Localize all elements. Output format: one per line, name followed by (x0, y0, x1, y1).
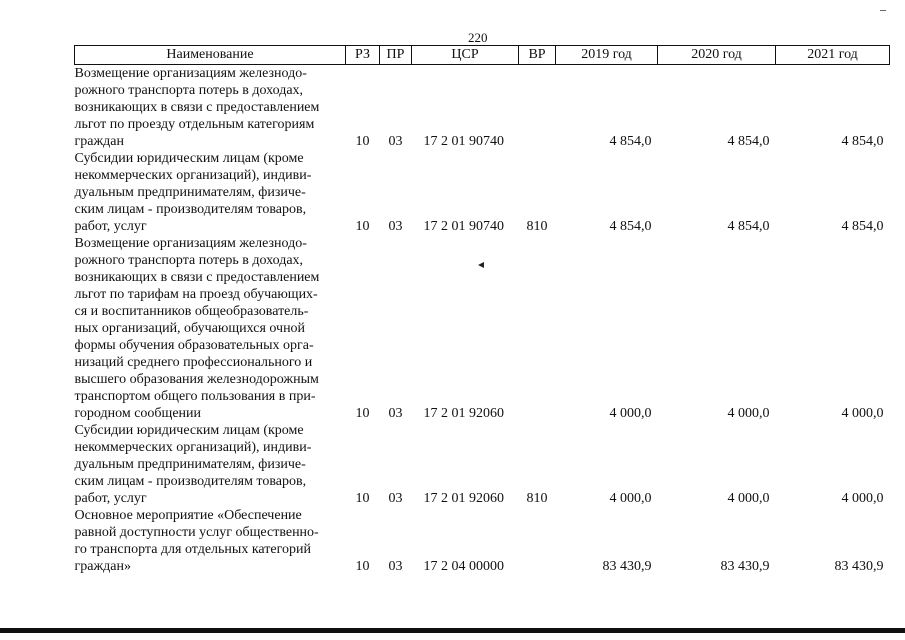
row-name-line: Субсидии юридическим лицам (кроме (74, 151, 304, 166)
row-csr: 17 2 04 00000 (423, 559, 504, 574)
row-pr: 03 (388, 491, 403, 506)
row-name (75, 65, 346, 151)
header-name: Наименование (75, 46, 346, 65)
row-2020: 4 854,0 (727, 134, 770, 149)
row-name-line: рожного транспорта потерь в доходах, (74, 253, 304, 268)
row-name (75, 150, 346, 235)
header-rz: РЗ (346, 46, 380, 65)
row-name-line: транспортом общего пользования в при- (74, 389, 316, 404)
row-pr: 03 (388, 559, 403, 574)
row-csr: 17 2 01 90740 (423, 219, 504, 234)
row-name (75, 235, 346, 422)
row-2019: 4 000,0 (609, 406, 652, 421)
row-name-line: граждан» (74, 559, 131, 574)
row-name-line: льгот по проезду отдельным категориям (74, 117, 315, 132)
row-name-line: дуальным предпринимателям, физиче- (74, 457, 306, 472)
row-rz: 10 (355, 559, 370, 574)
row-name-line: городном сообщении (74, 406, 202, 421)
row-name (75, 422, 346, 507)
row-name-line: формы обучения образовательных орга- (74, 338, 314, 353)
header-2019: 2019 год (556, 46, 658, 65)
row-name-line: возникающих в связи с предоставлением (74, 100, 320, 115)
row-name-line: ским лицам - производителям товаров, (74, 474, 307, 489)
row-vr: 810 (526, 219, 548, 234)
table-row (75, 150, 890, 235)
row-pr: 03 (388, 406, 403, 421)
row-name-line: высшего образования железнодорожным (74, 372, 319, 387)
row-name-line: равной доступности услуг общественно- (74, 525, 319, 540)
row-name-line: го транспорта для отдельных категорий (74, 542, 311, 557)
row-2020: 4 000,0 (727, 491, 770, 506)
row-rz: 10 (355, 406, 370, 421)
row-2020: 83 430,9 (720, 559, 770, 574)
scan-mark (880, 10, 886, 11)
row-2020: 4 000,0 (727, 406, 770, 421)
row-vr: 810 (526, 491, 548, 506)
table-row (75, 507, 890, 575)
row-2019: 4 854,0 (609, 134, 652, 149)
row-name-line: Основное мероприятие «Обеспечение (74, 508, 302, 523)
row-vr (519, 507, 556, 575)
row-2021: 4 854,0 (841, 134, 884, 149)
row-name-line: возникающих в связи с предоставлением (74, 270, 320, 285)
row-rz: 10 (355, 219, 370, 234)
table-row (75, 422, 890, 507)
header-pr: ПР (380, 46, 412, 65)
row-rz: 10 (355, 134, 370, 149)
row-name-line: некоммерческих организаций), индиви- (74, 168, 312, 183)
row-name-line: низаций среднего профессионального и (74, 355, 313, 370)
row-2021: 4 000,0 (841, 406, 884, 421)
row-vr (519, 65, 556, 151)
table-body (75, 65, 890, 576)
row-2019: 83 430,9 (602, 559, 652, 574)
scan-mark-arrow (478, 262, 484, 268)
header-2020: 2020 год (658, 46, 776, 65)
row-pr: 03 (388, 134, 403, 149)
page-number: 220 (468, 30, 488, 45)
header-csr: ЦСР (412, 46, 519, 65)
row-2020: 4 854,0 (727, 219, 770, 234)
row-name-line: граждан (74, 134, 124, 149)
row-name-line: льгот по тарифам на проезд обучающих- (74, 287, 318, 302)
row-vr (519, 235, 556, 422)
row-name-line: рожного транспорта потерь в доходах, (74, 83, 304, 98)
row-name-line: Возмещение организациям железнодо- (74, 66, 307, 81)
row-csr: 17 2 01 92060 (423, 406, 504, 421)
row-2019: 4 854,0 (609, 219, 652, 234)
header-2021: 2021 год (776, 46, 890, 65)
budget-table (74, 45, 890, 575)
row-name-line: ским лицам - производителям товаров, (74, 202, 307, 217)
row-name-line: некоммерческих организаций), индиви- (74, 440, 312, 455)
row-name-line: ся и воспитанников общеобразователь- (74, 304, 309, 319)
page-bottom-edge (0, 628, 905, 633)
row-name-line: работ, услуг (74, 219, 147, 234)
row-2021: 4 854,0 (841, 219, 884, 234)
table-header-row (75, 46, 890, 65)
row-csr: 17 2 01 92060 (423, 491, 504, 506)
header-vr: ВР (519, 46, 556, 65)
row-pr: 03 (388, 219, 403, 234)
row-2021: 4 000,0 (841, 491, 884, 506)
row-name-line: работ, услуг (74, 491, 147, 506)
row-name-line: Субсидии юридическим лицам (кроме (74, 423, 304, 438)
row-2019: 4 000,0 (609, 491, 652, 506)
row-name (75, 507, 346, 575)
row-name-line: дуальным предпринимателям, физиче- (74, 185, 306, 200)
row-2021: 83 430,9 (834, 559, 884, 574)
row-name-line: ных организаций, обучающихся очной (74, 321, 306, 336)
row-csr: 17 2 01 90740 (423, 134, 504, 149)
table-row (75, 65, 890, 151)
row-name-line: Возмещение организациям железнодо- (74, 236, 307, 251)
row-rz: 10 (355, 491, 370, 506)
